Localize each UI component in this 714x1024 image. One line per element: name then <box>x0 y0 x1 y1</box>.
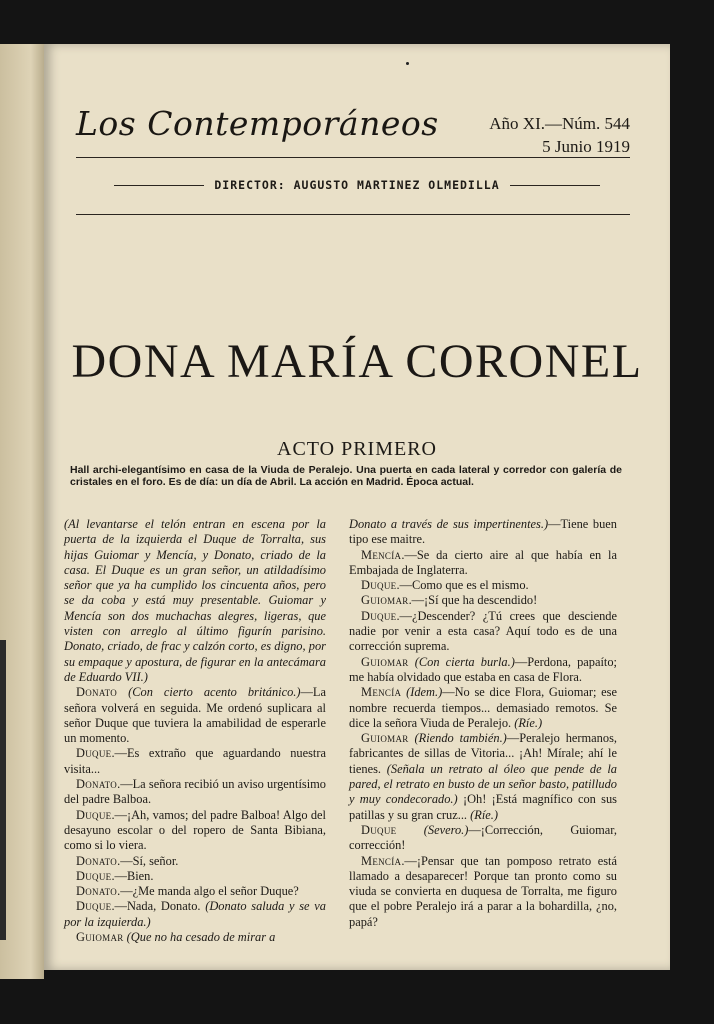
dialogue-line: Duque.—Es extraño que aguardando nuestra visita... <box>64 746 326 776</box>
director-line: DIRECTOR: AUGUSTO MARTINEZ OLMEDILLA <box>214 178 500 192</box>
text-column-right <box>349 517 617 930</box>
director-row <box>114 178 600 192</box>
dialogue-line: Donato.—Sí, señor. <box>76 853 179 868</box>
dialogue-line: Donato (Con cierto acento británico.)—La señora volverá en seguida. Me ordenó suplicara al señor Duque que tuviera la amabilidad de esperarle un momento. <box>64 685 326 746</box>
dialogue-line: Donato a través de sus impertinentes.)—Tiene buen tipo ese maitre. <box>349 517 618 547</box>
dialogue-line: Duque (Severo.)—¡Corrección, Guiomar, corrección! <box>349 822 617 853</box>
dialogue-line: Duque.—¿Descender? ¿Tú crees que desciende nadie por venir a esta casa? Aquí todo es de una corrección suprema. <box>349 608 617 654</box>
dialogue-line: Duque.—¡Ah, vamos; del padre Balboa! Algo del desayuno escolar o del ropero de Santa Bibiana, como si lo viera. <box>64 807 326 853</box>
page-dot <box>406 62 409 65</box>
issue-info <box>489 112 630 158</box>
text-column-left <box>64 517 326 945</box>
dialogue-line: Duque.—Como que es el mismo. <box>361 578 529 593</box>
director-rule-left <box>114 185 204 186</box>
act-title: ACTO PRIMERO <box>277 438 437 460</box>
masthead-rule-top <box>76 157 630 158</box>
dialogue-line: Donato.—La señora recibió un aviso urgentísimo del padre Balboa. <box>64 777 326 807</box>
dialogue-line: Duque.—Nada, Donato. (Donato saluda y se va por la izquierda.) <box>64 899 326 929</box>
adjacent-page-edge <box>0 44 44 979</box>
play-title: DONA MARÍA CORONEL <box>71 335 643 388</box>
dialogue-line: Mencía.—Se da cierto aire al que había en la Embajada de Inglaterra. <box>349 547 617 577</box>
dialogue-line: Duque.—Bien. <box>76 868 154 883</box>
dialogue-line: Mencía.—¡Pensar que tan pomposo retrato está llamado a desaparecer! Porque tan pronto como su viuda se convierta en duquesa de Torralta, me figuro que el pobre Peralejo irá a parar a la bohardilla, ¿no, papá? <box>349 853 617 929</box>
director-rule-right <box>510 185 600 186</box>
magazine-page <box>44 44 670 970</box>
stage-setting: Hall archi-elegantísimo en casa de la Viuda de Peralejo. Una puerta en cada lateral y corredor con galería de cristales en el foro. Es de día: un día de Abril. La acción en Madrid. Época actual. <box>70 464 622 488</box>
stage-direction: (Al levantarse el telón entran en escena por la puerta de la izquierda el Duque de Torralta, sus hijas Guiomar y Mencía, y Donato, criado de la casa. El Duque es un gran señor, un atildadísimo señor que ya ha cumplido los cincuenta años, pero se da coba y está muy presentable. Guiomar y Mencía son dos muchachas alegres, ligeras, que visten con arreglo al último figurín parisino. Donato, criado, de frac y calzón corto, es digno, por su empaque y apostura, de figurar en la antecámara de Eduardo VII.) <box>64 517 326 684</box>
dialogue-line: Guiomar.—¡Sí que ha descendido! <box>361 593 538 608</box>
dialogue-line: Guiomar (Riendo también.)—Peralejo hermanos, fabricantes de sillas de Vitoria... ¡Ah! Mírale; ahí le tienes. (Señala un retrato al óleo que pende de la pared, el retrato en busto de un señor basto, patilludo y muy condecorado.) ¡Oh! ¡Está magnífico con sus patillas y su gran cruz... (Ríe.) <box>349 731 617 822</box>
binding-strip <box>0 640 6 940</box>
dialogue-line: Donato.—¿Me manda algo el señor Duque? <box>76 884 299 899</box>
dialogue-line: Guiomar (Que no ha cesado de mirar a <box>76 930 276 945</box>
masthead-rule-bottom <box>76 214 630 215</box>
publication-name: Los Contemporáneos <box>76 104 439 143</box>
dialogue-line: Guiomar (Con cierta burla.)—Perdona, papaíto; me había olvidado que estaba en casa de Flora. <box>349 654 617 684</box>
issue-date: 5 Junio 1919 <box>542 137 630 156</box>
dialogue-line: Mencía (Idem.)—No se dice Flora, Guiomar; ese nombre recuerda tiempos... demasiado remotos. Se dice la señora Viuda de Peralejo. (Ríe.) <box>349 685 617 730</box>
year-issue: Año XI.—Núm. 544 <box>489 114 630 133</box>
